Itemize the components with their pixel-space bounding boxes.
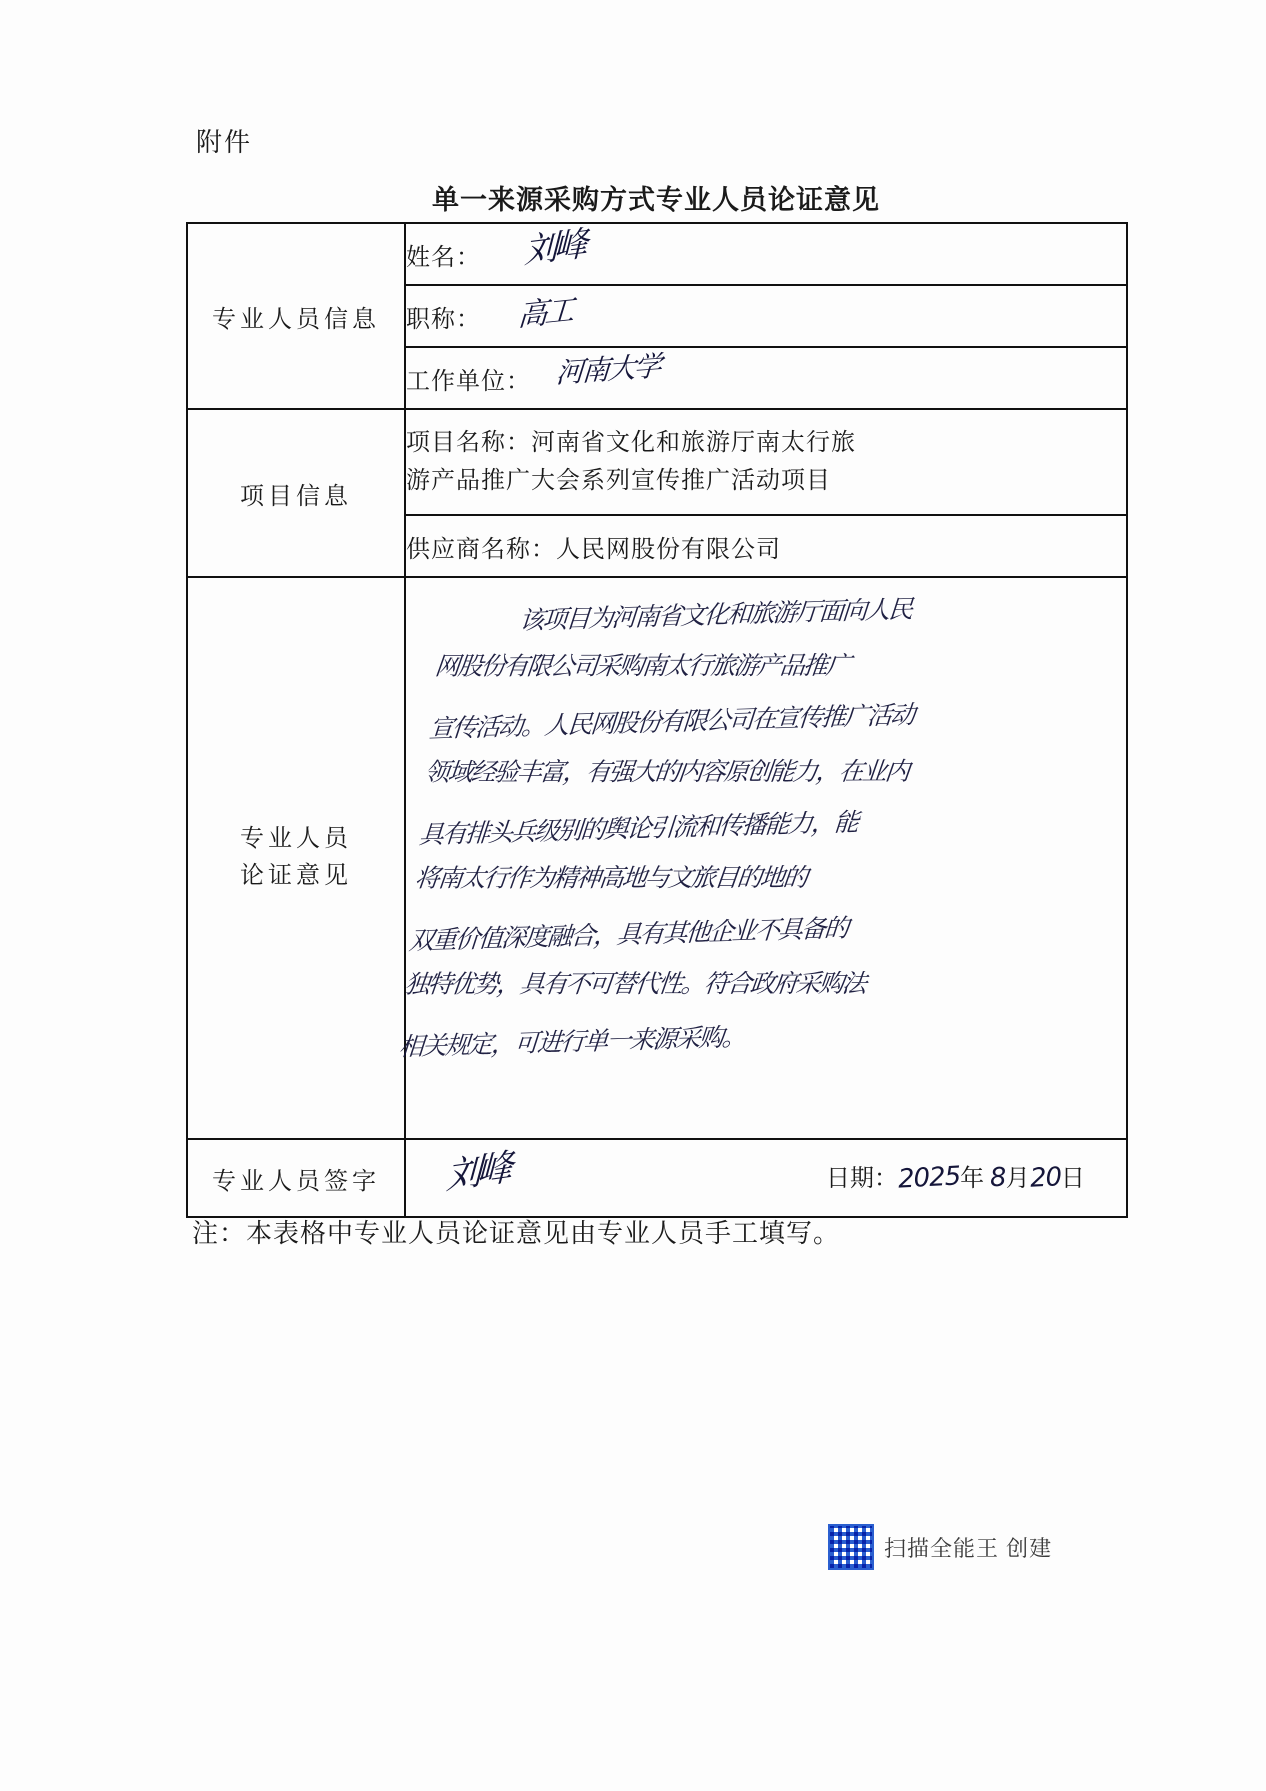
- signature-value: 刘峰: [445, 1147, 509, 1198]
- argument-opinion-form: [186, 222, 1128, 1218]
- row-label-personnel-info: 专业人员信息: [187, 223, 405, 409]
- field-label-supplier-name: 供应商名称：: [406, 536, 556, 563]
- field-value-work-unit: 河南大学: [554, 349, 661, 390]
- date-month-value: 8: [989, 1162, 1007, 1194]
- field-work-unit: [405, 347, 1127, 409]
- field-value-supplier-name: 人民网股份有限公司: [556, 536, 781, 563]
- row-label-signature: 专业人员签字: [187, 1139, 405, 1217]
- attachment-label: 附件: [196, 128, 253, 157]
- field-label-work-unit: 工作单位：: [406, 368, 531, 395]
- field-signature: [405, 1139, 1127, 1217]
- table-row-project-name: [187, 409, 1127, 515]
- field-job-title: [405, 285, 1127, 347]
- opinion-line: 将南太行作为精神高地与文旅目的地的: [413, 862, 808, 893]
- field-value-job-title: 高工: [516, 292, 573, 335]
- date-day-unit: 日: [1060, 1166, 1085, 1192]
- row-label-opinion-line2: 论证意见: [240, 863, 352, 889]
- field-project-name: [405, 409, 1127, 515]
- table-row-personnel-name: [187, 223, 1127, 285]
- date-month-unit: 月: [1005, 1166, 1030, 1192]
- table-row-opinion: [187, 577, 1127, 1139]
- field-name: [405, 223, 1127, 285]
- field-value-project-name-line2: 游产品推广大会系列宣传推广活动项目: [406, 468, 831, 494]
- opinion-line: 双重价值深度融合，具有其他企业不具备的: [407, 913, 849, 956]
- date-day-value: 20: [1028, 1162, 1062, 1194]
- field-label-job-title: 职称：: [406, 306, 481, 333]
- table-row-signature: [187, 1139, 1127, 1217]
- opinion-line: 独特优势，具有不可替代性。符合政府采购法: [403, 968, 867, 999]
- opinion-line: 网股份有限公司采购南太行旅游产品推广: [433, 650, 851, 681]
- form-note: 注：本表格中专业人员论证意见由专业人员手工填写。: [192, 1219, 841, 1248]
- field-value-project-name-line1: 河南省文化和旅游厅南太行旅: [531, 429, 856, 456]
- opinion-line: 该项目为河南省文化和旅游厅面向人民: [518, 594, 913, 635]
- footer-watermark: [828, 1524, 1052, 1570]
- field-opinion-handwritten: [397, 577, 1127, 1139]
- field-label-project-name: 项目名称：: [406, 429, 531, 456]
- opinion-line: 领域经验丰富，有强大的内容原创能力，在业内: [423, 756, 910, 787]
- row-label-project-info: 项目信息: [187, 409, 405, 577]
- opinion-line: 相关规定，可进行单一来源采购。: [397, 1022, 747, 1062]
- page-title: 单一来源采购方式专业人员论证意见: [432, 185, 880, 215]
- signature-date: [826, 1158, 1085, 1193]
- row-label-opinion: [187, 577, 405, 1139]
- field-value-name: 刘峰: [523, 224, 585, 272]
- date-year-value: 2025: [897, 1161, 961, 1195]
- opinion-handwriting: [397, 582, 1141, 1066]
- date-year-unit: 年: [960, 1166, 985, 1192]
- date-label: 日期：: [826, 1166, 898, 1192]
- field-supplier-name: [405, 515, 1127, 577]
- opinion-line: 宣传活动。人民网股份有限公司在宣传推广活动: [428, 700, 915, 744]
- opinion-line: 具有排头兵级别的舆论引流和传播能力，能: [417, 807, 859, 850]
- field-label-name: 姓名：: [406, 244, 481, 271]
- row-label-opinion-line1: 专业人员: [240, 825, 352, 852]
- footer-watermark-text: 扫描全能王 创建: [884, 1535, 1053, 1561]
- qr-code-icon: [828, 1524, 874, 1570]
